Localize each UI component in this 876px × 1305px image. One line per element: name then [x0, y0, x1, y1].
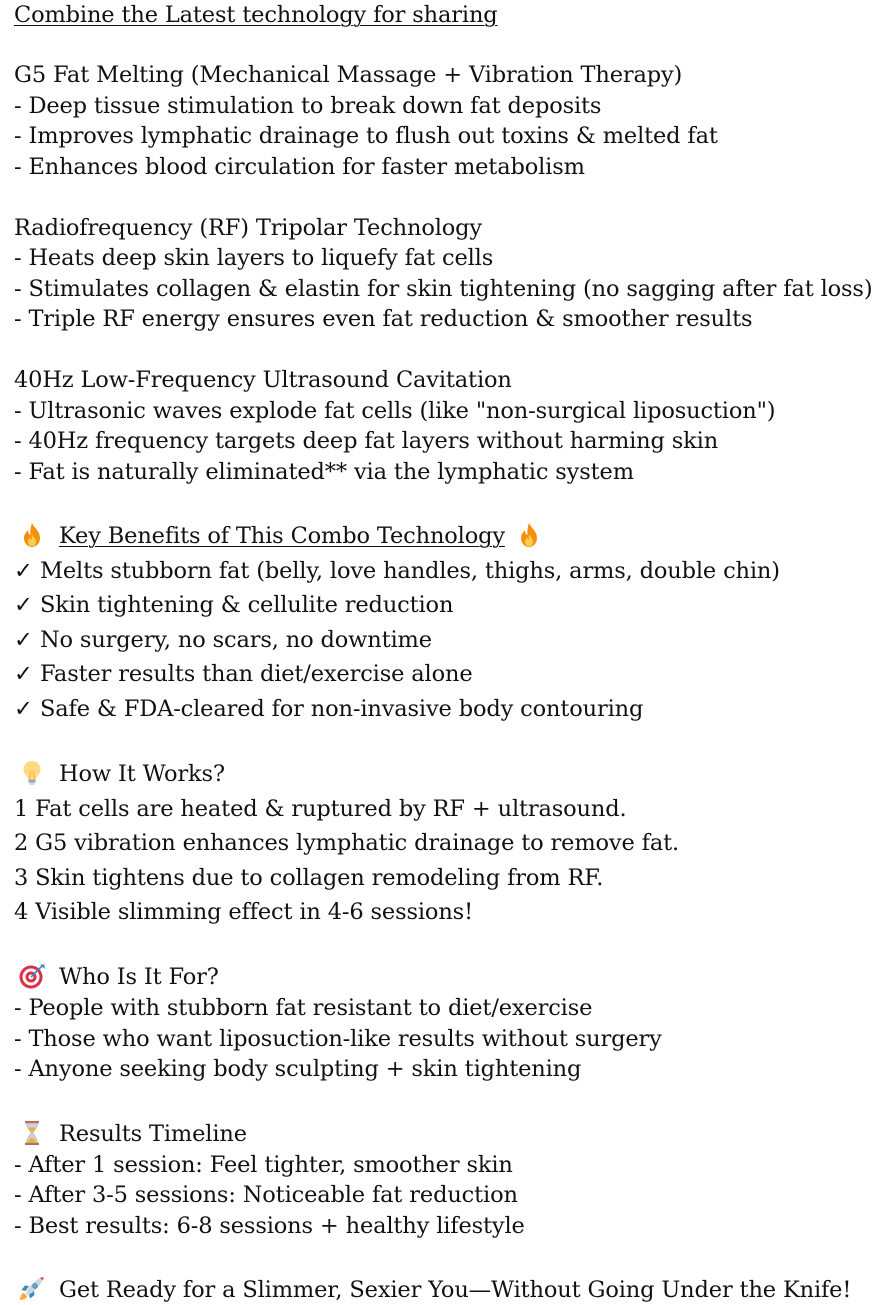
how-heading	[14, 759, 225, 789]
benefits-heading	[14, 521, 543, 551]
timeline-item: - After 1 session: Feel tighter, smoother skin	[14, 1152, 513, 1178]
benefit-text: Skin tightening & cellulite reduction	[40, 592, 454, 618]
fire-icon	[18, 522, 46, 548]
checkmark-icon: ✓	[14, 627, 33, 653]
benefit-item	[14, 590, 453, 620]
checkmark-icon: ✓	[14, 592, 33, 618]
who-item: - People with stubborn fat resistant to diet/exercise	[14, 995, 593, 1021]
benefit-item	[14, 694, 643, 724]
closing-line	[14, 1275, 851, 1305]
benefit-item	[14, 659, 472, 689]
how-step: 1 Fat cells are heated & ruptured by RF + ultrasound.	[14, 796, 627, 822]
benefit-text: Faster results than diet/exercise alone	[40, 661, 473, 687]
how-step: 2 G5 vibration enhances lymphatic drainage to remove fat.	[14, 830, 679, 856]
cavitation-section-title: 40Hz Low-Frequency Ultrasound Cavitation	[14, 367, 512, 393]
who-title: Who Is It For?	[59, 964, 219, 990]
fire-icon	[515, 522, 543, 548]
rocket-icon	[18, 1276, 46, 1302]
g5-item: - Improves lymphatic drainage to flush out toxins & melted fat	[14, 123, 718, 149]
rf-section-title: Radiofrequency (RF) Tripolar Technology	[14, 215, 482, 241]
benefit-item	[14, 625, 432, 655]
cavitation-item: - 40Hz frequency targets deep fat layers without harming skin	[14, 428, 719, 454]
how-step: 4 Visible slimming effect in 4-6 sessions!	[14, 899, 473, 925]
who-heading	[14, 962, 219, 992]
benefit-item	[14, 556, 780, 586]
g5-item: - Enhances blood circulation for faster metabolism	[14, 154, 585, 180]
target-icon	[18, 963, 46, 989]
cavitation-item: - Fat is naturally eliminated** via the lymphatic system	[14, 459, 634, 485]
g5-item: - Deep tissue stimulation to break down fat deposits	[14, 93, 602, 119]
rf-item: - Stimulates collagen & elastin for skin tightening (no sagging after fat loss)	[14, 276, 873, 302]
benefits-title: Key Benefits of This Combo Technology	[59, 523, 505, 549]
how-step: 3 Skin tightens due to collagen remodeling from RF.	[14, 865, 604, 891]
timeline-heading	[14, 1119, 247, 1149]
g5-section-title: G5 Fat Melting (Mechanical Massage + Vibration Therapy)	[14, 62, 683, 88]
who-item: - Anyone seeking body sculpting + skin tightening	[14, 1056, 582, 1082]
timeline-title: Results Timeline	[59, 1121, 247, 1147]
checkmark-icon: ✓	[14, 696, 33, 722]
benefit-text: No surgery, no scars, no downtime	[40, 627, 432, 653]
hourglass-icon	[18, 1120, 46, 1146]
rf-item: - Triple RF energy ensures even fat reduction & smoother results	[14, 306, 753, 332]
checkmark-icon: ✓	[14, 661, 33, 687]
closing-text: Get Ready for a Slimmer, Sexier You—Without Going Under the Knife!	[59, 1277, 852, 1303]
cavitation-item: - Ultrasonic waves explode fat cells (like "non-surgical liposuction")	[14, 398, 776, 424]
lightbulb-icon	[18, 760, 46, 786]
who-item: - Those who want liposuction-like results without surgery	[14, 1026, 662, 1052]
benefit-text: Melts stubborn fat (belly, love handles, thighs, arms, double chin)	[40, 558, 780, 584]
how-title: How It Works?	[59, 761, 225, 787]
timeline-item: - After 3-5 sessions: Noticeable fat reduction	[14, 1182, 518, 1208]
checkmark-icon: ✓	[14, 558, 33, 584]
benefit-text: Safe & FDA-cleared for non-invasive body contouring	[40, 696, 644, 722]
document-title: Combine the Latest technology for sharing	[14, 2, 498, 28]
timeline-item: - Best results: 6-8 sessions + healthy lifestyle	[14, 1213, 525, 1239]
rf-item: - Heats deep skin layers to liquefy fat cells	[14, 245, 494, 271]
